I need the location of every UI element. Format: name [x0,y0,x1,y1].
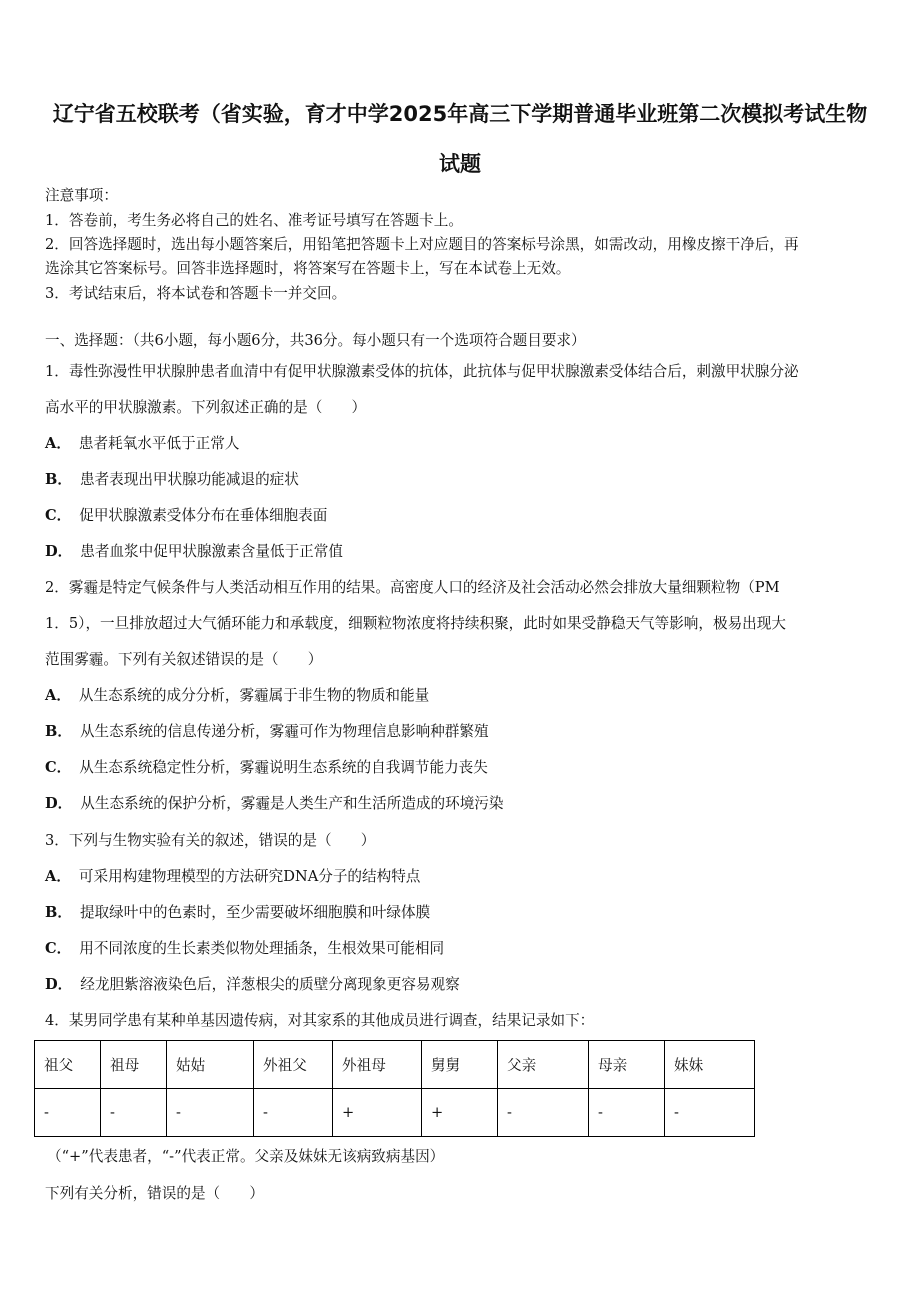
option-letter: A． [45,868,71,885]
section-heading: 一、选择题：（共6小题，每小题6分，共36分。每小题只有一个选项符合题目要求） [45,332,586,349]
option-letter: B． [45,471,72,488]
question-2-stem: 2．雾霾是特定气候条件与人类活动相互作用的结果。高密度人口的经济及社会活动必然会排放大量细颗粒物（PM [45,579,780,596]
option-text: 可采用构建物理模型的方法研究DNA分子的结构特点 [78,868,421,885]
option-text: 促甲状腺激素受体分布在垂体细胞表面 [79,507,328,524]
question-2-option-a [45,686,429,706]
notice-heading: 注意事项： [45,187,118,204]
option-letter: C． [45,507,72,524]
option-text: 从生态系统的保护分析，雾霾是人类生产和生活所造成的环境污染 [80,795,504,812]
table-row [35,1089,755,1137]
notice-item: 选涂其它答案标号。回答非选择题时，将答案写在答题卡上，写在本试卷上无效。 [45,260,571,277]
option-letter: B． [45,723,72,740]
question-3-stem: 3．下列与生物实验有关的叙述，错误的是（ ） [45,832,376,849]
question-2-option-c [45,758,488,778]
option-text: 从生态系统的信息传递分析，雾霾可作为物理信息影响种群繁殖 [79,723,489,740]
table-cell: - [498,1089,589,1137]
question-1-stem: 1．毒性弥漫性甲状腺肿患者血清中有促甲状腺激素受体的抗体，此抗体与促甲状腺激素受体结合后，刺激甲状腺分泌 [45,363,799,380]
table-cell: - [101,1089,167,1137]
notice-item: 1．答卷前，考生务必将自己的姓名、准考证号填写在答题卡上。 [45,212,463,229]
option-letter: D． [45,795,73,812]
table-header-cell: 祖父 [35,1041,101,1089]
option-text: 从生态系统稳定性分析，雾霾说明生态系统的自我调节能力丧失 [79,759,488,776]
question-1-option-d [45,542,343,562]
question-1-option-b [45,470,299,490]
table-cell: - [35,1089,101,1137]
question-2-stem: 1．5），一旦排放超过大气循环能力和承载度，细颗粒物浓度将持续积聚，此时如果受静稳天气等影响，极易出现大 [45,615,786,632]
table-header-row [35,1041,755,1089]
question-3-option-b [45,903,430,923]
option-letter: A． [45,435,71,452]
option-text: 患者耗氧水平低于正常人 [78,435,240,452]
table-header-cell: 父亲 [498,1041,589,1089]
table-header-cell: 妹妹 [665,1041,755,1089]
option-text: 经龙胆紫溶液染色后，洋葱根尖的质壁分离现象更容易观察 [80,976,460,993]
page-title: 辽宁省五校联考（省实验，育才中学2025年高三下学期普通毕业班第二次模拟考试生物 [52,102,868,126]
question-2-stem: 范围雾霾。下列有关叙述错误的是（ ） [45,651,323,668]
question-2-option-b [45,722,489,742]
table-cell: - [167,1089,254,1137]
option-letter: A． [45,687,71,704]
question-4-prompt: 下列有关分析，错误的是（ ） [45,1185,264,1202]
table-header-cell: 外祖母 [333,1041,422,1089]
table-note: （“+”代表患者，“-”代表正常。父亲及妹妹无该病致病基因） [47,1148,445,1165]
option-letter: B． [45,904,72,921]
table-header-cell: 舅舅 [422,1041,498,1089]
question-3-option-a [45,867,420,887]
question-2-option-d [45,794,503,814]
option-letter: D． [45,543,73,560]
option-text: 患者表现出甲状腺功能减退的症状 [79,471,299,488]
table-cell: - [254,1089,333,1137]
question-1-stem: 高水平的甲状腺激素。下列叙述正确的是（ ） [45,399,367,416]
option-letter: D． [45,976,73,993]
table-cell: + [422,1089,498,1137]
question-1-option-c [45,506,327,526]
option-text: 用不同浓度的生长素类似物处理插条，生根效果可能相同 [79,940,445,957]
option-letter: C． [45,940,72,957]
question-3-option-c [45,939,444,959]
option-text: 患者血浆中促甲状腺激素含量低于正常值 [80,543,343,560]
table-header-cell: 祖母 [101,1041,167,1089]
family-survey-table [34,1040,755,1137]
notice-item: 3．考试结束后，将本试卷和答题卡一并交回。 [45,285,347,302]
table-cell: + [333,1089,422,1137]
option-text: 提取绿叶中的色素时，至少需要破坏细胞膜和叶绿体膜 [79,904,431,921]
option-text: 从生态系统的成分分析，雾霾属于非生物的物质和能量 [78,687,430,704]
question-3-option-d [45,975,460,995]
notice-item: 2．回答选择题时，选出每小题答案后，用铅笔把答题卡上对应题目的答案标号涂黑，如需改动，用橡皮擦干净后，再 [45,236,799,253]
table-cell: - [665,1089,755,1137]
table-header-cell: 母亲 [589,1041,665,1089]
page-title-continued: 试题 [439,152,481,176]
table-header-cell: 姑姑 [167,1041,254,1089]
question-4-stem: 4．某男同学患有某种单基因遗传病，对其家系的其他成员进行调查，结果记录如下： [45,1012,595,1029]
table-header-cell: 外祖父 [254,1041,333,1089]
option-letter: C． [45,759,72,776]
question-1-option-a [45,434,239,454]
table-cell: - [589,1089,665,1137]
